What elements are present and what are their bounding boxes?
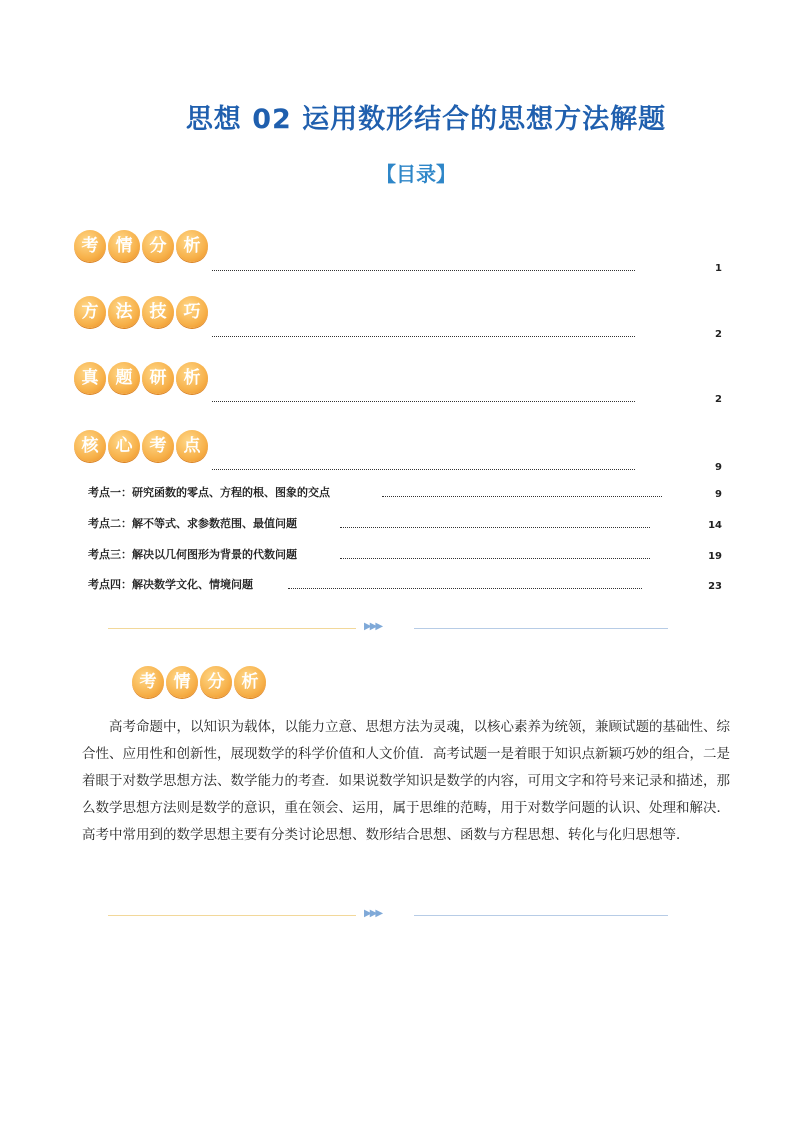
toc-page-number: 14	[708, 520, 722, 531]
divider-line-right	[414, 915, 668, 916]
badge-char: 考	[132, 666, 164, 698]
toc-subentry-label: 考点一：研究函数的零点、方程的根、图象的交点	[88, 486, 330, 499]
badge-char: 心	[108, 430, 140, 462]
toc-subentry-label: 考点二：解不等式、求参数范围、最值问题	[88, 517, 297, 530]
badge-char: 真	[74, 362, 106, 394]
leader-dots	[382, 496, 662, 497]
toc-page-number: 19	[708, 551, 722, 562]
toc-page-number: 2	[715, 329, 722, 340]
badge-char: 技	[142, 296, 174, 328]
badge-char: 核	[74, 430, 106, 462]
toc-subentry-3[interactable]	[88, 546, 722, 562]
toc-page-number: 9	[715, 489, 722, 500]
toc-badge-fangfa	[72, 290, 212, 338]
analysis-heading-badge	[130, 660, 270, 708]
toc-page-number: 2	[715, 394, 722, 405]
badge-char: 研	[142, 362, 174, 394]
divider-line-left	[108, 628, 356, 629]
triple-arrow-icon: ▶▶▶	[364, 908, 382, 919]
leader-dots	[212, 336, 635, 337]
toc-badge-kaoqing	[72, 224, 212, 272]
section-divider	[108, 908, 668, 921]
toc-page-number: 9	[715, 462, 722, 473]
divider-line-right	[414, 628, 668, 629]
leader-dots	[288, 588, 642, 589]
document-title: 思想 02 运用数形结合的思想方法解题	[185, 104, 667, 135]
toc-subentry-2[interactable]	[88, 515, 722, 531]
leader-dots	[212, 270, 635, 271]
leader-dots	[212, 401, 635, 402]
toc-page-number: 23	[708, 581, 722, 592]
toc-heading: 【目录】	[376, 162, 456, 186]
divider-line-left	[108, 915, 356, 916]
toc-subentry-1[interactable]	[88, 484, 722, 500]
badge-char: 考	[142, 430, 174, 462]
toc-subentry-label: 考点三：解决以几何图形为背景的代数问题	[88, 548, 297, 561]
analysis-paragraph: 高考命题中，以知识为载体，以能力立意、思想方法为灵魂，以核心素养为统领，兼顾试题的基础性、综合性、应用性和创新性，展现数学的科学价值和人文价值．高考试题一是着眼于知识点新颖巧妙的组合，二是着眼于对数学思想方法、数学能力的考查．如果说数学知识是数学的内容，可用文字和符号来记录和描述，那么数学思想方法则是数学的意识，重在领会、运用，属于思维的范畴，用于对数学问题的认识、处理和解决．高考中常用到的数学思想主要有分类讨论思想、数形结合思想、函数与方程思想、转化与化归思想等．	[82, 719, 730, 843]
badge-char: 析	[176, 230, 208, 262]
toc-entry-fangfa[interactable]	[212, 323, 722, 340]
badge-char: 情	[166, 666, 198, 698]
toc-subentry-label: 考点四：解决数学文化、情境问题	[88, 578, 253, 591]
triple-arrow-icon: ▶▶▶	[364, 621, 382, 632]
toc-badge-zhenti	[72, 356, 212, 404]
leader-dots	[340, 558, 650, 559]
toc-subentry-4[interactable]	[88, 576, 722, 592]
section-divider	[108, 621, 668, 634]
toc-entry-hexin[interactable]	[212, 456, 722, 473]
badge-char: 分	[142, 230, 174, 262]
toc-badge-hexin	[72, 424, 212, 472]
badge-char: 点	[176, 430, 208, 462]
toc-entry-kaoqing[interactable]	[212, 257, 722, 274]
leader-dots	[340, 527, 650, 528]
badge-char: 考	[74, 230, 106, 262]
badge-char: 巧	[176, 296, 208, 328]
toc-entry-zhenti[interactable]	[212, 388, 722, 405]
badge-char: 分	[200, 666, 232, 698]
badge-char: 方	[74, 296, 106, 328]
toc-page-number: 1	[715, 263, 722, 274]
badge-char: 法	[108, 296, 140, 328]
badge-char: 题	[108, 362, 140, 394]
leader-dots	[212, 469, 635, 470]
badge-char: 析	[176, 362, 208, 394]
badge-char: 情	[108, 230, 140, 262]
badge-char: 析	[234, 666, 266, 698]
